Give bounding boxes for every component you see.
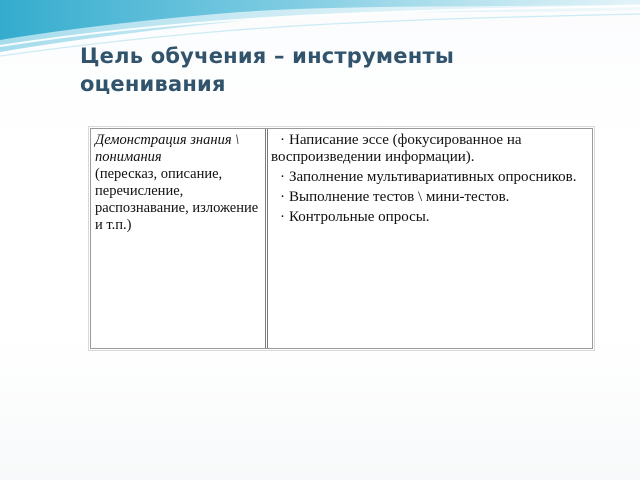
knowledge-heading: Демонстрация знания \ понимания <box>95 132 240 165</box>
slide-title: Цель обучения – инструменты оценивания <box>80 44 455 96</box>
list-item <box>271 132 588 166</box>
knowledge-description: (пересказ, описание, перечисление, распознавание, изложение и т.п.) <box>95 166 259 233</box>
left-cell <box>91 129 268 348</box>
list-item-text: Заполнение мультивариативных опросников. <box>289 169 577 185</box>
list-item-text: Контрольные опросы. <box>289 209 430 225</box>
list-item <box>271 169 588 186</box>
right-cell <box>268 129 592 348</box>
bullet-icon: · <box>280 169 285 185</box>
assessment-tools-list <box>271 132 588 226</box>
table-row <box>91 129 592 348</box>
bullet-icon: · <box>280 132 285 148</box>
list-item-text: Выполнение тестов \ мини-тестов. <box>289 189 510 205</box>
list-item <box>271 209 588 226</box>
list-item-text: Написание эссе (фокусированное на воспроизведении информации). <box>271 132 522 165</box>
bullet-icon: · <box>280 189 285 205</box>
bullet-icon: · <box>280 209 285 225</box>
list-item <box>271 189 588 206</box>
assessment-table <box>90 128 593 349</box>
